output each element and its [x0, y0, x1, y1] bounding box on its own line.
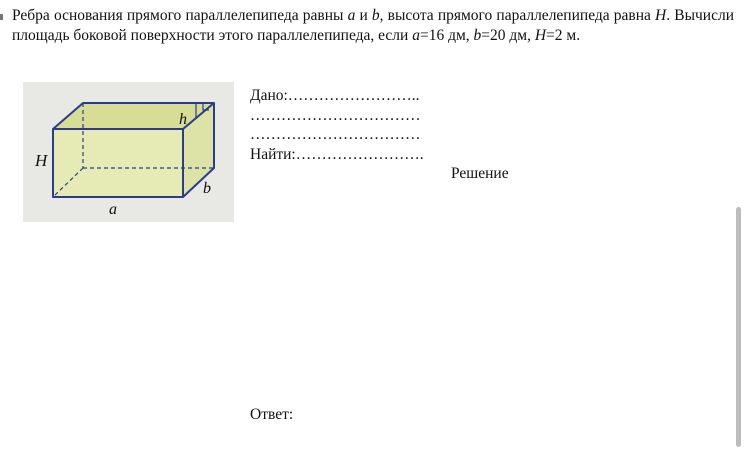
problem-text: . Вычисли площадь боковой поверхности этого параллелепипеда, если: [12, 7, 734, 44]
problem-text: Ребра основания прямого параллелепипеда равны: [12, 7, 348, 24]
margin-marker: [0, 14, 3, 20]
problem-text: и: [355, 7, 372, 24]
value-H: =2 м.: [546, 26, 581, 44]
given-line: Дано:……………………..: [250, 87, 420, 104]
given-blank-line: ……………………………: [250, 106, 421, 124]
vertical-scrollbar[interactable]: [736, 207, 741, 447]
label-H: H: [35, 151, 48, 170]
label-h: h: [179, 111, 187, 128]
given-block: [250, 86, 424, 164]
solution-heading: Решение: [451, 165, 509, 182]
var-b: b: [473, 26, 482, 44]
value-a: =16 дм,: [419, 26, 474, 44]
var-b: b: [371, 7, 380, 24]
var-a: a: [412, 26, 420, 44]
var-H: H: [534, 26, 547, 44]
given-blank-line: ……………………………: [250, 126, 421, 143]
var-a: a: [347, 7, 356, 24]
label-b: b: [203, 180, 211, 197]
answer-label: Ответ:: [250, 406, 294, 423]
var-H: H: [655, 7, 667, 24]
label-a: a: [109, 201, 117, 218]
find-line: Найти:…………………….: [250, 145, 424, 163]
value-b: =20 дм,: [481, 26, 535, 44]
problem-statement: [12, 6, 734, 45]
front-face: [53, 129, 183, 197]
parallelepiped-figure: [23, 82, 234, 222]
problem-text: , высота прямого параллелепипеда равна: [379, 7, 656, 24]
